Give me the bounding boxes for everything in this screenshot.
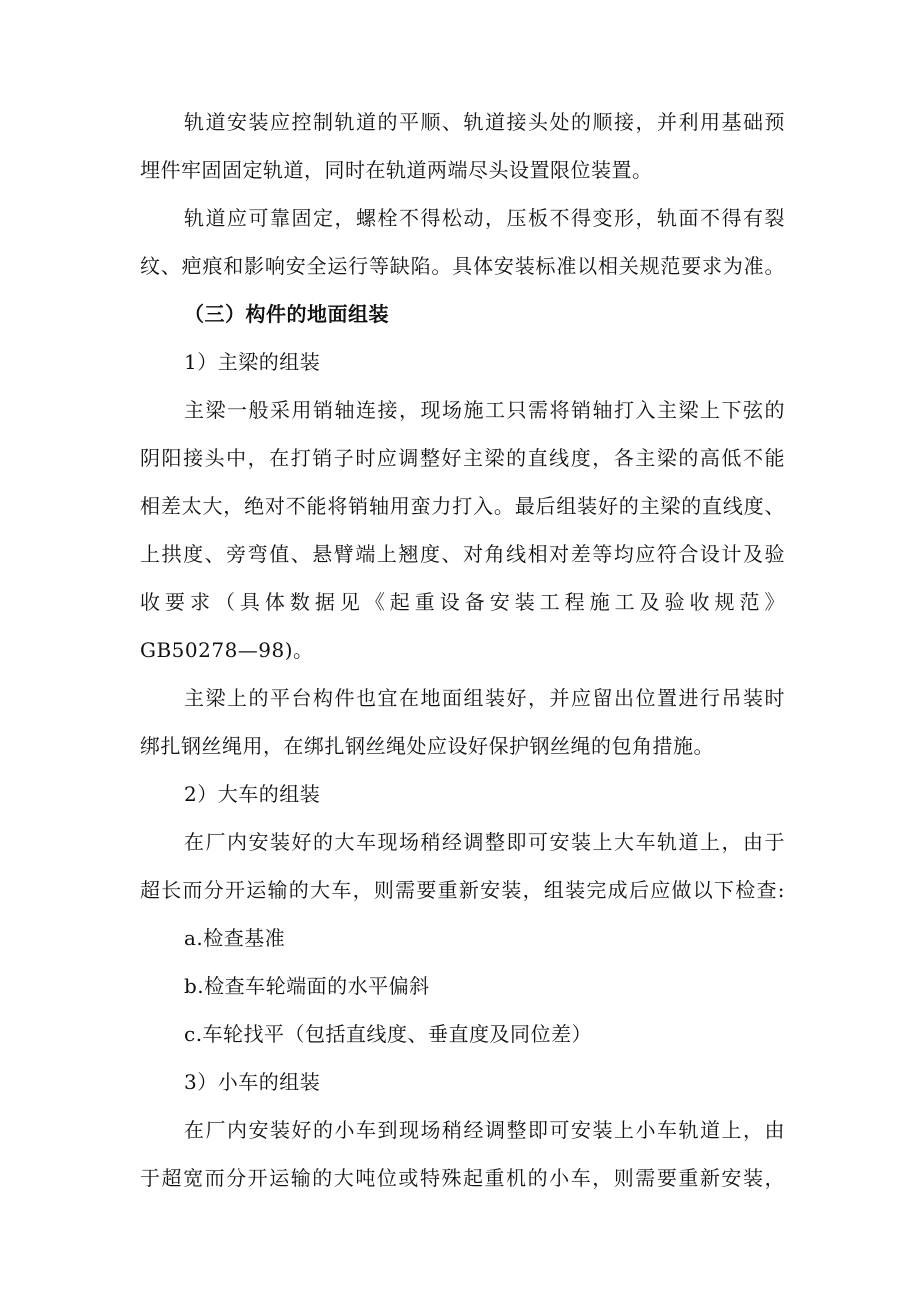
para6-line1: 在厂内安装好的小车到现场稍经调整即可安装上小车轨道上，由 xyxy=(184,1118,785,1142)
para5-line1: 在厂内安装好的大车现场稍经调整即可安装上大车轨道上，由于 xyxy=(184,830,785,854)
item2-heading: 2）大车的组装 xyxy=(184,782,321,806)
para3-line4: 上拱度、旁弯值、悬臂端上翘度、对角线相对差等均应符合设计及验 xyxy=(140,542,785,566)
para4-line2: 绑扎钢丝绳用，在绑扎钢丝绳处应设好保护钢丝绳的包角措施。 xyxy=(140,734,714,758)
para3-line5: 收要求（具体数据见《起重设备安装工程施工及验收规范》 xyxy=(140,590,785,614)
check-b: b.检查车轮端面的水平偏斜 xyxy=(184,974,430,998)
para3-line1: 主梁一般采用销轴连接，现场施工只需将销轴打入主梁上下弦的 xyxy=(184,398,785,422)
para1-line2: 埋件牢固固定轨道，同时在轨道两端尽头设置限位装置。 xyxy=(140,158,653,182)
para3-line6: GB50278—98)。 xyxy=(140,638,314,662)
para5-line2: 超长而分开运输的大车，则需要重新安装，组装完成后应做以下检查: xyxy=(140,878,785,902)
para3-line2: 阴阳接头中，在打销子时应调整好主梁的直线度，各主梁的高低不能 xyxy=(140,446,785,470)
para6-line2: 于超宽而分开运输的大吨位或特殊起重机的小车，则需要重新安装， xyxy=(140,1166,785,1190)
para3-line3: 相差太大，绝对不能将销轴用蛮力打入。最后组装好的主梁的直线度、 xyxy=(140,494,785,518)
item3-heading: 3）小车的组装 xyxy=(184,1070,321,1094)
para2-line1: 轨道应可靠固定，螺栓不得松动，压板不得变形，轨面不得有裂 xyxy=(184,206,785,230)
para4-line1: 主梁上的平台构件也宜在地面组装好，并应留出位置进行吊装时 xyxy=(184,686,785,710)
para1-line1: 轨道安装应控制轨道的平顺、轨道接头处的顺接，并利用基础预 xyxy=(184,110,785,134)
check-a: a.检查基准 xyxy=(184,926,286,950)
item1-heading: 1）主梁的组装 xyxy=(184,350,321,374)
section3-heading: （三）构件的地面组装 xyxy=(184,302,389,326)
check-c: c.车轮找平（包括直线度、垂直度及同位差） xyxy=(184,1022,593,1046)
para2-line2: 纹、疤痕和影响安全运行等缺陷。具体安装标准以相关规范要求为准。 xyxy=(140,254,785,278)
